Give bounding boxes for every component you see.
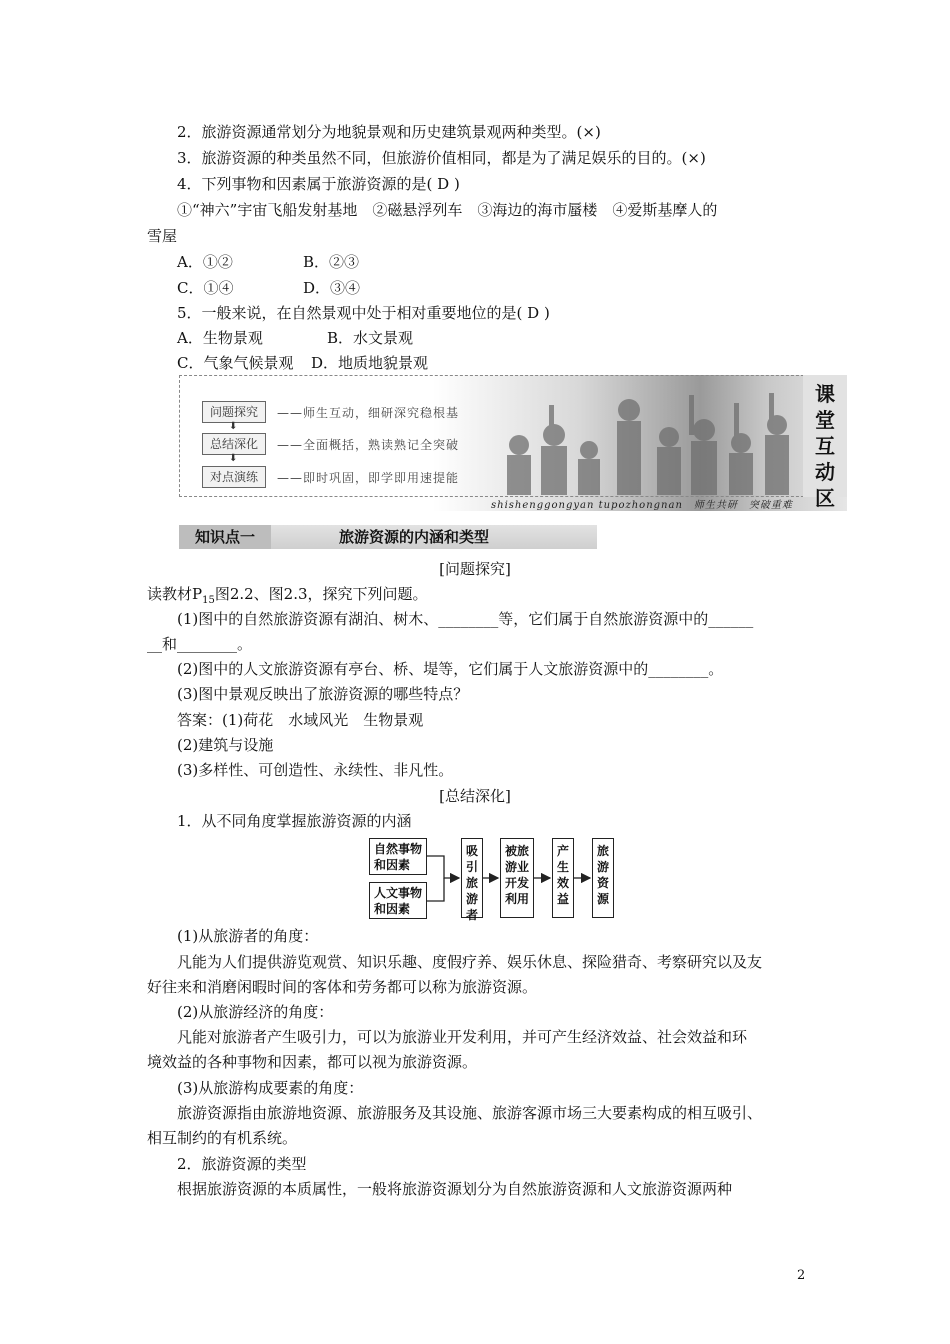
summary-angle-2-text-cont: 境效益的各种事物和因素，都可以视为旅游资源。 (147, 1053, 478, 1071)
summary-angle-1-heading: (1)从旅游者的角度： (177, 927, 319, 945)
banner-side-char: 堂 (815, 408, 835, 432)
arrow-down-icon: ⬇ (229, 453, 238, 464)
explore-question-2: (2)图中的人文旅游资源有亭台、桥、堤等，它们属于人文旅游资源中的________。 (177, 660, 724, 678)
explore-question-1-cont: __和________。 (147, 635, 253, 653)
banner-side-char: 课 (815, 382, 835, 406)
quiz-item-4: 4．下列事物和因素属于旅游资源的是( D ) (177, 175, 460, 193)
explore-answer-3: (3)多样性、可创造性、永续性、非凡性。 (177, 761, 454, 779)
quiz-4-option-d: D．③④ (303, 279, 361, 297)
summary-angle-2-heading: (2)从旅游经济的角度： (177, 1003, 334, 1021)
flow-box-attract: 吸 引 旅 游 者 (461, 838, 483, 918)
banner-step-summary-desc: ——全面概括，熟读熟记全突破 (277, 438, 460, 452)
quiz-4-option-c: C．①④ (177, 279, 234, 297)
summary-angle-1-text: 凡能为人们提供游览观赏、知识乐趣、度假疗养、娱乐休息、探险猎奇、考察研究以及友 (177, 953, 763, 971)
banner-border (179, 375, 819, 497)
flow-box-cultural: 人文事物 和因素 (369, 882, 427, 919)
quiz-5-option-d: D．地质地貌景观 (311, 354, 429, 372)
section-tag: 知识点一 (179, 525, 271, 549)
banner-side-char: 动 (815, 460, 835, 484)
quiz-5-option-c: C．气象气候景观 (177, 354, 294, 372)
banner-side-char: 区 (815, 486, 835, 510)
flow-box-developed: 被旅 游业 开发 利用 (500, 838, 534, 918)
summary-angle-3-heading: (3)从旅游构成要素的角度： (177, 1079, 364, 1097)
explore-intro: 读教材$P_{15}$图2.2、图2.3，探究下列问题。 (147, 585, 428, 606)
banner-step-summary: 总结深化 (202, 433, 266, 455)
quiz-4-option-b: B．②③ (303, 253, 360, 271)
summary-point-2: 2．旅游资源的类型 (177, 1155, 307, 1173)
flow-box-resource: 旅 游 资 源 (592, 838, 614, 918)
summary-point-1: 1．从不同角度掌握旅游资源的内涵 (177, 812, 412, 830)
banner-side-char: 互 (815, 434, 835, 458)
summary-heading: [总结深化] (439, 787, 511, 805)
quiz-4-option-a: A．①② (177, 253, 233, 271)
quiz-item-4-options-cont: 雪屋 (147, 227, 178, 245)
banner-step-practice-desc: ——即时巩固，即学即用速提能 (277, 471, 460, 485)
banner-footer: shishenggongyan tupozhongnan 师生共研 突破重难 (491, 500, 793, 511)
summary-angle-2-text: 凡能对旅游者产生吸引力，可以为旅游业开发利用，并可产生经济效益、社会效益和环 (177, 1028, 748, 1046)
quiz-item-2: 2．旅游资源通常划分为地貌景观和历史建筑景观两种类型。(×) (177, 123, 601, 141)
banner-step-explore-desc: ——师生互动，细研深究稳根基 (277, 406, 460, 420)
quiz-item-4-options: ①“神六”宇宙飞船发射基地 ②磁悬浮列车 ③海边的海市蜃楼 ④爱斯基摩人的 (177, 201, 718, 219)
summary-angle-3-text: 旅游资源指由旅游地资源、旅游服务及其设施、旅游客源市场三大要素构成的相互吸引、 (177, 1104, 763, 1122)
section-title: 旅游资源的内涵和类型 (339, 528, 490, 546)
explore-answer-1: 答案：(1)荷花 水域风光 生物景观 (177, 711, 424, 729)
banner-side-title (803, 375, 847, 510)
quiz-item-5: 5．一般来说，在自然景观中处于相对重要地位的是( D ) (177, 304, 550, 322)
banner-step-explore: 问题探究 (202, 401, 266, 423)
summary-point-2-text: 根据旅游资源的本质属性，一般将旅游资源划分为自然旅游资源和人文旅游资源两种 (177, 1180, 733, 1198)
explore-answer-2: (2)建筑与设施 (177, 736, 274, 754)
arrow-down-icon: ⬇ (229, 421, 238, 432)
quiz-item-3: 3．旅游资源的种类虽然不同，但旅游价值相同，都是为了满足娱乐的目的。(×) (177, 149, 706, 167)
summary-angle-3-text-cont: 相互制约的有机系统。 (147, 1129, 298, 1147)
explore-question-1: (1)图中的自然旅游资源有湖泊、树木、________等，它们属于自然旅游资源中的______ (177, 610, 754, 628)
banner-step-practice: 对点演练 (202, 466, 266, 488)
page-number: 2 (797, 1268, 806, 1283)
flow-box-benefit: 产 生 效 益 (552, 838, 574, 918)
quiz-5-option-a: A．生物景观 (177, 329, 263, 347)
explore-question-3: (3)图中景观反映出了旅游资源的哪些特点？ (177, 685, 469, 703)
summary-angle-1-text-cont: 好往来和消磨闲暇时间的客体和劳务都可以称为旅游资源。 (147, 978, 538, 996)
classroom-banner (179, 375, 847, 511)
explore-heading: [问题探究] (439, 560, 511, 578)
flow-box-natural: 自然事物 和因素 (369, 838, 427, 875)
section-header (179, 525, 597, 549)
quiz-5-option-b: B．水文景观 (327, 329, 414, 347)
